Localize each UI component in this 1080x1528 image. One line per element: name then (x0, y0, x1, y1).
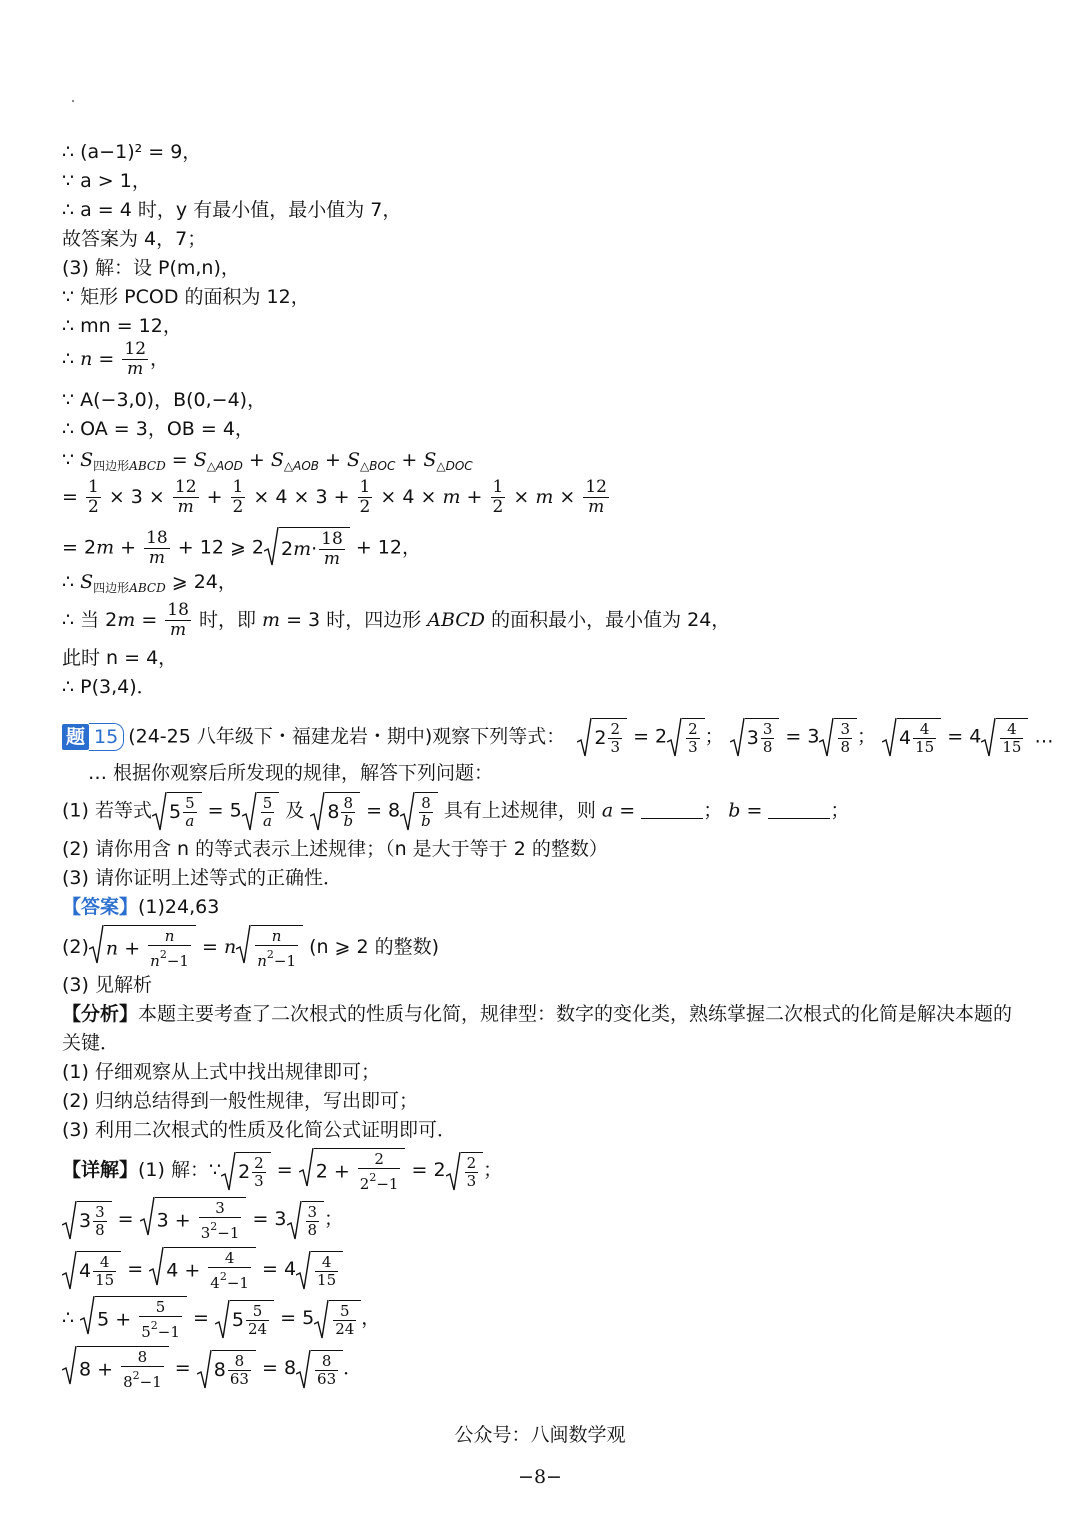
question-15-part2: (2) 请你用含 n 的等式表示上述规律；（n 是大于等于 2 的整数） (62, 838, 608, 860)
part1-suffix: 具有上述规律，则 (443, 799, 596, 822)
analysis-text: 本题主要考查了二次根式的性质与化简，规律型：数字的变化类，熟练掌握二次根式的化简是解决本题的 (138, 1003, 1013, 1025)
answer-label: 【答案】 (62, 896, 139, 918)
detail-line-4: ∴ 5 + $\frac{5}{5^2-1}$ = 5 $\frac{5}{24}$ = 5 $\frac{5}{24}$ ， (62, 1298, 381, 1341)
answer-line-2: (2) n + $\frac{n}{n^2-1}$ = n $\frac{n}{n^2-1}$ (n ⩾ 2 的整数) (62, 927, 440, 970)
scan-dot (72, 100, 74, 102)
part1-and: 及 (285, 799, 305, 822)
line-a-minus-1-squared: ∴ (a−1)² = 9， (62, 141, 202, 163)
detail-start: (1) 解：∵ (138, 1159, 222, 1181)
line-rectangle-area: ∵ 矩形 PCOD 的面积为 12， (62, 286, 310, 308)
answer-line-1 (62, 894, 219, 920)
line-area-expansion: = $\frac{1}{2}$ × 3 × $\frac{12}{m}$ + $\frac{1}{2}$ × 4 × 3 + $\frac{1}{2}$ × 4 × m + $\frac{1}{2}$ × m × $\frac{12}{m}$ (62, 477, 607, 517)
line-mn-12: ∴ mn = 12， (62, 315, 182, 337)
answer-1: (1)24,63 (138, 896, 220, 918)
line-oa-ob: ∴ OA = 3，OB = 4， (62, 418, 254, 440)
answer-blank-b[interactable] (768, 800, 830, 819)
answer-blank-a[interactable] (641, 800, 703, 819)
analysis-label: 【分析】 (62, 1003, 139, 1025)
question-badge: 题 (62, 724, 89, 750)
line-n-eq-4: 此时 n = 4， (62, 647, 178, 669)
line-am-gm: = 2m + $\frac{18}{m}$ + 12 ⩾ 2 2m· $\frac{18}{m}$ + 12， (62, 527, 421, 569)
detail-line-2: 3 $\frac{3}{8}$ = 3 + $\frac{3}{3^2-1}$ = 3 $\frac{3}{8}$ ； (62, 1197, 343, 1242)
analysis-step-3: (3) 利用二次根式的性质及化简公式证明即可． (62, 1119, 456, 1141)
line-area-ge-24: ∴ $S_{四边形ABCD}$ ⩾ 24， (62, 571, 237, 595)
page-number: −8− (518, 1466, 562, 1488)
part1-prefix: (1) 若等式 (62, 799, 152, 822)
question-number: 15 (89, 723, 124, 751)
line-answer-4-7: 故答案为 4，7； (62, 228, 207, 250)
line-min-area: ∴ 当 2m = $\frac{18}{m}$ 时，即 m = 3 时，四边形 ABCD 的面积最小，最小值为 24， (62, 600, 731, 640)
question-source: (24-25 八年级下・福建龙岩・期中) (128, 725, 433, 748)
question-15-part1: (1) 若等式 5 $\frac{5}{a}$ = 5 $\frac{5}{a}$ 及 8 $\frac{8}{b}$ = 8 $\frac{8}{b}$ 具有上述规律，则 a = ； b = ； (62, 794, 850, 830)
line-a-gt-1: ∵ a > 1， (62, 170, 151, 192)
analysis-line-2: 关键． (62, 1032, 120, 1054)
answer-2-condition: (n ⩾ 2 的整数) (309, 936, 440, 958)
line-a-eq-4 (62, 197, 401, 223)
question-15-part3: (3) 请你证明上述等式的正确性． (62, 867, 342, 889)
question-intro: 观察下列等式： (432, 725, 566, 748)
footer-wechat: 公众号：八闽数学观 (454, 1424, 626, 1446)
line-n-eq-12-over-m: ∴ n = $\frac{12}{m}$ ， (62, 339, 170, 379)
line-part3-start: (3) 解：设 P(m,n)， (62, 257, 240, 279)
answer-line-3: (3) 见解析 (62, 974, 152, 996)
analysis-line-1 (62, 1001, 1012, 1027)
detail-line-3: 4 $\frac{4}{15}$ = 4 + $\frac{4}{4^2-1}$ = 4 $\frac{4}{15}$ (62, 1247, 343, 1292)
line-a-eq-4-part2: y 有最小值，最小值为 7， (175, 199, 402, 221)
question-15-header: 题 15 (24-25 八年级下・福建龙岩・期中)观察下列等式： 2 $\frac{2}{3}$ = 2 $\frac{2}{3}$ ； 3 $\frac{3}{8}$ = 3 $\frac{3}{8}$ ； 4 $\frac{4}{15}$ = 4 $\frac{4}{15}$ … (62, 718, 1053, 756)
analysis-step-1: (1) 仔细观察从上式中找出规律即可； (62, 1061, 380, 1083)
question-15-continuation: … 根据你观察后所发现的规律，解答下列问题： (88, 762, 494, 784)
detail-line-1: 【详解】(1) 解：∵ 2 $\frac{2}{3}$ = 2 + $\frac{2}{2^2-1}$ = 2 $\frac{2}{3}$ ； (62, 1150, 503, 1193)
line-a-eq-4-part1: ∴ a = 4 时， (62, 199, 176, 221)
detail-label: 【详解】 (62, 1159, 139, 1181)
line-p-3-4: ∴ P(3,4)． (62, 676, 156, 698)
detail-line-5: 8 + $\frac{8}{8^2-1}$ = 8 $\frac{8}{63}$ = 8 $\frac{8}{63}$ ． (62, 1346, 362, 1391)
line-points-a-b: ∵ A(−3,0)，B(0,−4)， (62, 389, 267, 411)
line-area-sum: ∵ $S_{四边形ABCD} = S_{\triangle AOD} + S_{\triangle AOB} + S_{\triangle BOC} + S_{\triangle DOC}$ (62, 449, 473, 473)
analysis-step-2: (2) 归纳总结得到一般性规律，写出即可； (62, 1090, 418, 1112)
